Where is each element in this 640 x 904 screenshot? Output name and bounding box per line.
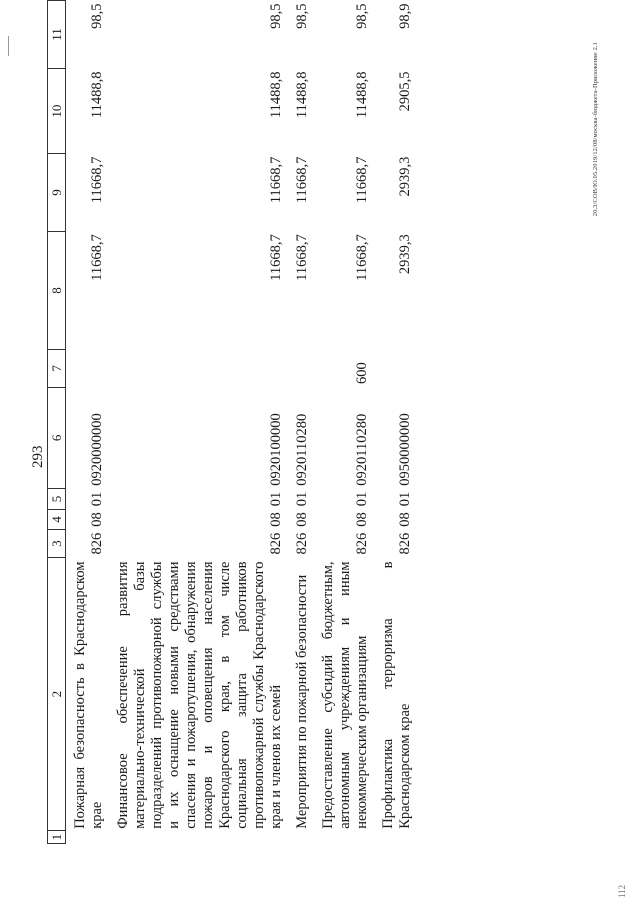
amount-approved: 11668,7 — [89, 234, 105, 281]
ved-code: 826 — [89, 532, 105, 555]
execution-percent: 98,5 — [294, 3, 310, 29]
vr-code — [66, 350, 110, 387]
rz-code: 08 — [354, 512, 370, 527]
amount-refined: 11668,7 — [268, 156, 284, 204]
table-row — [288, 1, 314, 844]
table-row — [314, 1, 374, 844]
row-name: Профилактика терроризма в Краснодарском крае — [380, 561, 413, 829]
margin-mark — [8, 36, 9, 56]
amount-approved: 11668,7 — [294, 234, 310, 281]
pr-code: 01 — [294, 491, 310, 507]
col-header-2: 2 — [48, 558, 66, 831]
rz-code: 08 — [294, 512, 310, 527]
ved-code: 826 — [397, 532, 413, 555]
csr-code: 0950000000 — [397, 413, 413, 486]
col-header-10: 10 — [48, 69, 66, 154]
amount-refined: 11668,7 — [89, 156, 105, 204]
execution-percent: 98,9 — [397, 3, 413, 29]
csr-code: 0920110280 — [354, 413, 370, 486]
col-header-9: 9 — [48, 154, 66, 232]
amount-executed: 2905,5 — [397, 71, 413, 112]
amount-executed: 11488,8 — [294, 71, 310, 119]
pr-code: 01 — [268, 491, 284, 507]
csr-code: 0920100000 — [268, 413, 284, 486]
vr-code: 600 — [354, 362, 370, 385]
amount-executed: 11488,8 — [354, 71, 370, 119]
pr-code: 01 — [354, 491, 370, 507]
table-row — [374, 1, 417, 844]
execution-percent: 98,5 — [268, 3, 284, 29]
amount-approved: 2939,3 — [397, 234, 413, 275]
amount-executed: 11488,8 — [268, 71, 284, 119]
ved-code: 826 — [268, 532, 284, 555]
csr-code: 0920000000 — [89, 413, 105, 486]
budget-table — [47, 0, 417, 844]
amount-approved: 11668,7 — [354, 234, 370, 281]
amount-refined: 11668,7 — [294, 156, 310, 204]
page-number: 293 — [30, 445, 46, 468]
amount-executed: 11488,8 — [89, 71, 105, 119]
vr-code — [109, 350, 288, 387]
col-header-4: 4 — [48, 509, 66, 530]
col-header-3: 3 — [48, 530, 66, 558]
header-row — [48, 1, 66, 844]
row-name: Пожарная безопасность в Краснодарском крае — [72, 561, 105, 829]
col-header-7: 7 — [48, 350, 66, 387]
pr-code: 01 — [89, 491, 105, 507]
row-name: Финансовое обеспечение развития материально-технической базы подразделений противопожарной службы и их оснащение новыми средствами спасения и пожаротушения, обнаружения пожаров и оповещения населения Краснодарского края, в том числе социальная защита работников противопожарной службы Краснодарского края и членов их семей — [115, 561, 284, 829]
pr-code: 01 — [397, 491, 413, 507]
execution-percent: 98,5 — [354, 3, 370, 29]
rz-code: 08 — [89, 512, 105, 527]
ved-code: 826 — [354, 532, 370, 555]
rz-code: 08 — [397, 512, 413, 527]
table-row — [66, 1, 110, 844]
col-header-11: 11 — [48, 1, 66, 69]
row-name: Мероприятия по пожарной безопасности — [294, 574, 310, 829]
vr-code — [288, 350, 314, 387]
col-header-1: 1 — [48, 831, 66, 844]
rz-code: 08 — [268, 512, 284, 527]
amount-refined: 2939,3 — [397, 156, 413, 197]
ved-code: 826 — [294, 532, 310, 555]
col-header-5: 5 — [48, 489, 66, 510]
edge-page-mark: 112 — [617, 884, 627, 898]
vr-code — [374, 350, 417, 387]
table-row — [109, 1, 288, 844]
amount-refined: 11668,7 — [354, 156, 370, 204]
footer-reference: 20.3/СОВ/Ю.05.2019/12/08/москва-бюджета-Приложение 2.1 — [592, 42, 599, 217]
csr-code: 0920110280 — [294, 413, 310, 486]
row-name: Предоставление субсидий бюджетным, автономным учреждениям и иным некоммерческим организациям — [320, 561, 370, 829]
execution-percent: 98,5 — [89, 3, 105, 29]
amount-approved: 11668,7 — [268, 234, 284, 281]
col-header-6: 6 — [48, 387, 66, 489]
col-header-8: 8 — [48, 231, 66, 349]
